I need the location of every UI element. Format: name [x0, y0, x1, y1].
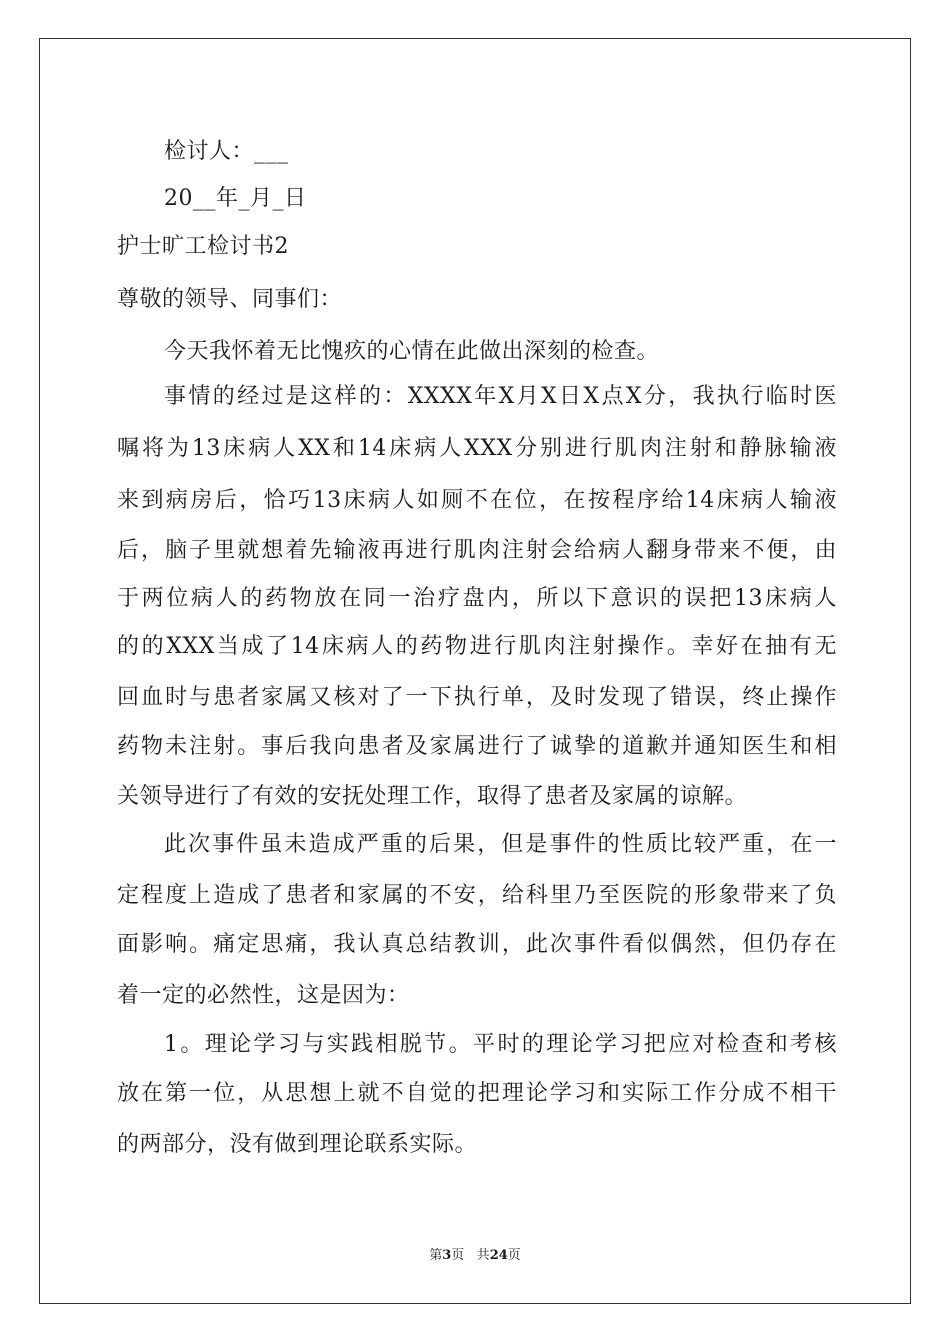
paragraph-line: 面影响。痛定思痛，我认真总结教训，此次事件看似偶然，但仍存在 [117, 932, 837, 957]
document-title: 护士旷工检讨书2 [117, 234, 289, 259]
page-suffix: 页 [451, 1248, 465, 1263]
paragraph-line: 放在第一位，从思想上就不自觉的把理论学习和实际工作分成不相干 [117, 1081, 837, 1106]
paragraph-line: 着一定的必然性，这是因为： [117, 983, 410, 1008]
page-footer [0, 1247, 950, 1265]
page-current: 3 [442, 1248, 452, 1263]
paragraph-line: 今天我怀着无比愧疚的心情在此做出深刻的检查。 [164, 339, 660, 364]
salutation: 尊敬的领导、同事们： [117, 287, 343, 312]
signature-line: 检讨人：___ [164, 139, 289, 164]
paragraph-line: 定程度上造成了患者和家属的不安，给科里乃至医院的形象带来了负 [117, 883, 837, 908]
page-prefix: 第 [429, 1248, 443, 1263]
paragraph-line: 的两部分，没有做到理论联系实际。 [117, 1132, 478, 1157]
total-suffix: 页 [507, 1248, 521, 1263]
paragraph-line: 于两位病人的药物放在同一治疗盘内，所以下意识的误把13床病人 [117, 586, 837, 611]
paragraph-line: 后，脑子里就想着先输液再进行肌肉注射会给病人翻身带来不便，由 [117, 538, 837, 563]
page-frame [39, 38, 911, 1304]
paragraph-line: 嘱将为13床病人XX和14床病人XXX分别进行肌肉注射和静脉输液 [117, 436, 837, 461]
paragraph-line: 此次事件虽未造成严重的后果，但是事件的性质比较严重，在一 [164, 832, 837, 857]
paragraph-line: 事情的经过是这样的：XXXX年X月X日X点X分，我执行临时医 [164, 384, 837, 409]
paragraph-line: 1。理论学习与实践相脱节。平时的理论学习把应对检查和考核 [164, 1032, 837, 1057]
date-line: 20__年_月_日 [164, 186, 307, 211]
paragraph-line: 回血时与患者家属又核对了一下执行单，及时发现了错误，终止操作 [117, 685, 837, 710]
paragraph-line: 关领导进行了有效的安抚处理工作，取得了患者及家属的谅解。 [117, 784, 748, 809]
paragraph-line: 来到病房后，恰巧13床病人如厕不在位，在按程序给14床病人输液 [117, 488, 837, 513]
total-prefix: 共 [476, 1248, 490, 1263]
page-total: 24 [489, 1248, 508, 1263]
paragraph-line: 的的XXX当成了14床病人的药物进行肌肉注射操作。幸好在抽有无 [117, 634, 837, 659]
paragraph-line: 药物未注射。事后我向患者及家属进行了诚挚的道歉并通知医生和相 [117, 734, 837, 759]
